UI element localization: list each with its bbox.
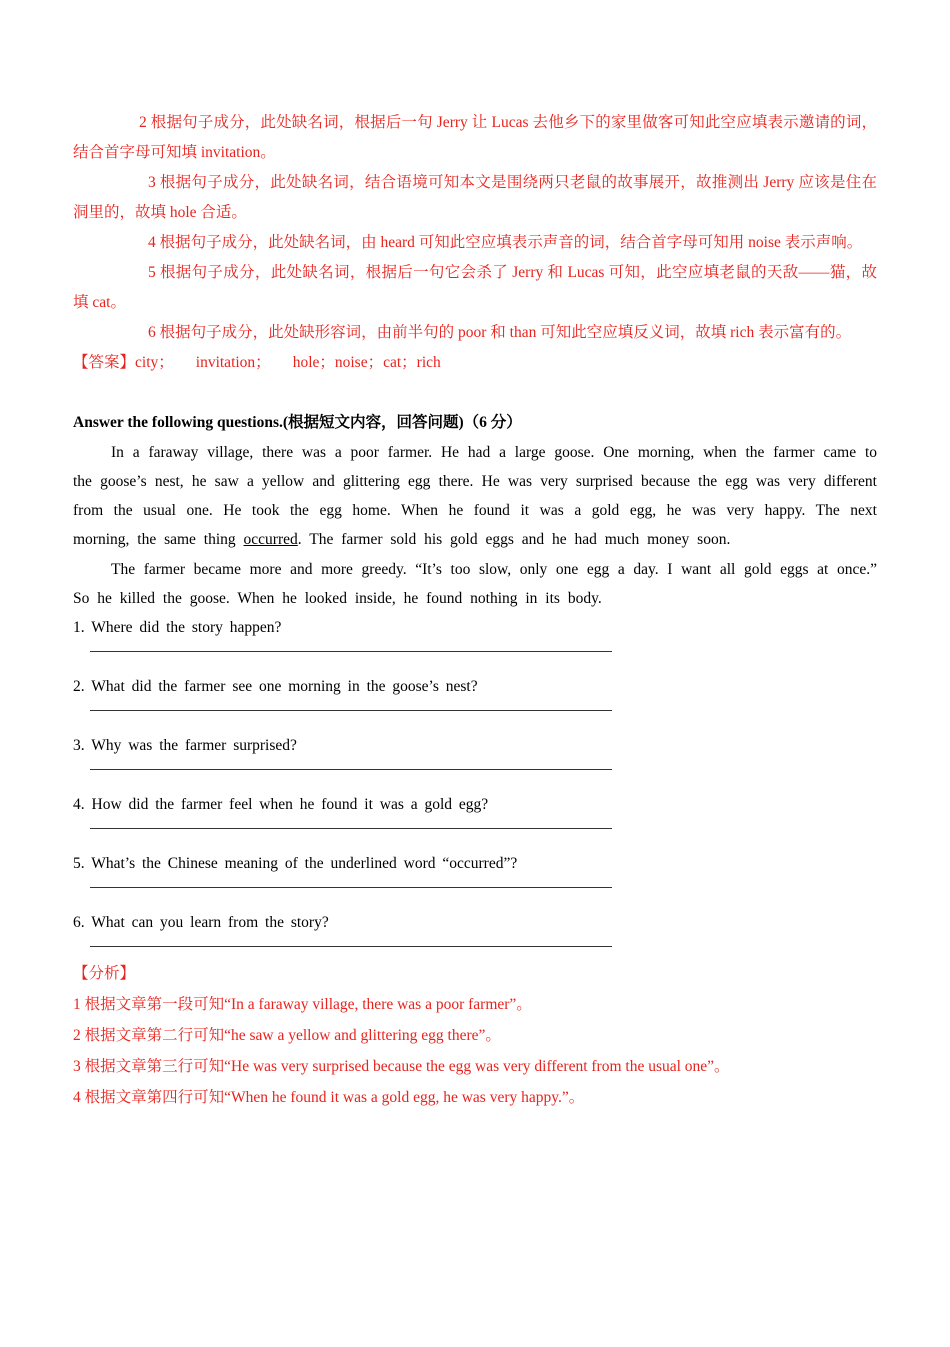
analysis-label: 【分析】: [73, 965, 136, 982]
answer-blank-5[interactable]: [90, 887, 612, 888]
answer-item: city；: [135, 354, 174, 371]
answer-blank-3[interactable]: [90, 769, 612, 770]
answer-blank-6[interactable]: [90, 946, 612, 947]
explanation-4: 4 根据句子成分，此处缺名词，由 heard 可知此空应填表示声音的词，结合首字母可知用 noise 表示声响。: [148, 234, 863, 251]
section-title-cn: (根据短文内容，回答问题)（6 分）: [282, 414, 522, 431]
document-page: [73, 108, 877, 1113]
underlined-word: occurred: [243, 531, 298, 548]
passage-paragraph-1: In a faraway village, there was a poor farmer. He had a large goose. One morning, when the farmer came to the goose’s nest, he saw a yellow and glittering egg there. He was very surprised because the egg was very different from the usual one. He took the egg home. When he found it was a gold egg, he was very happy. The next morning, the same thing occurred. The farmer sold his gold eggs and he had much money soon.: [73, 444, 877, 548]
question-list: [73, 613, 877, 947]
answer-item: hole；noise；cat；rich: [292, 354, 441, 371]
answer-blank-1[interactable]: [90, 651, 612, 652]
section-title-en: Answer the following questions.: [73, 414, 283, 431]
explanation-3: 3 根据句子成分，此处缺名词，结合语境可知本文是围绕两只老鼠的故事展开，故推测出 Jerry 应该是住在洞里的，故填 hole 合适。: [73, 174, 877, 221]
explanation-6: 6 根据句子成分，此处缺形容词，由前半句的 poor 和 than 可知此空应填反义词，故填 rich 表示富有的。: [148, 324, 852, 341]
analysis-line-2: 2 根据文章第二行可知“he saw a yellow and glittering egg there”。: [73, 1027, 501, 1044]
question-1: 1. Where did the story happen?: [73, 619, 282, 636]
answer-blank-4[interactable]: [90, 828, 612, 829]
question-5: 5. What’s the Chinese meaning of the underlined word “occurred”?: [73, 855, 518, 872]
answer-line: [73, 348, 877, 378]
question-2: 2. What did the farmer see one morning in the goose’s nest?: [73, 678, 478, 695]
answer-blank-2[interactable]: [90, 710, 612, 711]
question-3: 3. Why was the farmer surprised?: [73, 737, 297, 754]
passage-paragraph-2: The farmer became more and more greedy. “It’s too slow, only one egg a day. I want all gold eggs at once.” So he killed the goose. When he looked inside, he found nothing in its body.: [73, 561, 877, 607]
explanation-5: 5 根据句子成分，此处缺名词，根据后一句它会杀了 Jerry 和 Lucas 可知，此空应填老鼠的天敌——猫，故填 cat。: [73, 264, 877, 311]
question-4: 4. How did the farmer feel when he found it was a gold egg?: [73, 796, 489, 813]
section-title: [73, 408, 877, 438]
question-6: 6. What can you learn from the story?: [73, 914, 329, 931]
answer-item: invitation；: [195, 354, 271, 371]
answer-label: 【答案】: [73, 354, 136, 371]
analysis-line-1: 1 根据文章第一段可知“In a faraway village, there was a poor farmer”。: [73, 996, 532, 1013]
analysis-line-3: 3 根据文章第三行可知“He was very surprised because the egg was very different from the usual one”。: [73, 1058, 730, 1075]
explanation-2: 2 根据句子成分，此处缺名词，根据后一句 Jerry 让 Lucas 去他乡下的家里做客可知此空应填表示邀请的词，结合首字母可知填 invitation。: [73, 114, 877, 161]
analysis-line-4: 4 根据文章第四行可知“When he found it was a gold egg, he was very happy.”。: [73, 1089, 585, 1106]
